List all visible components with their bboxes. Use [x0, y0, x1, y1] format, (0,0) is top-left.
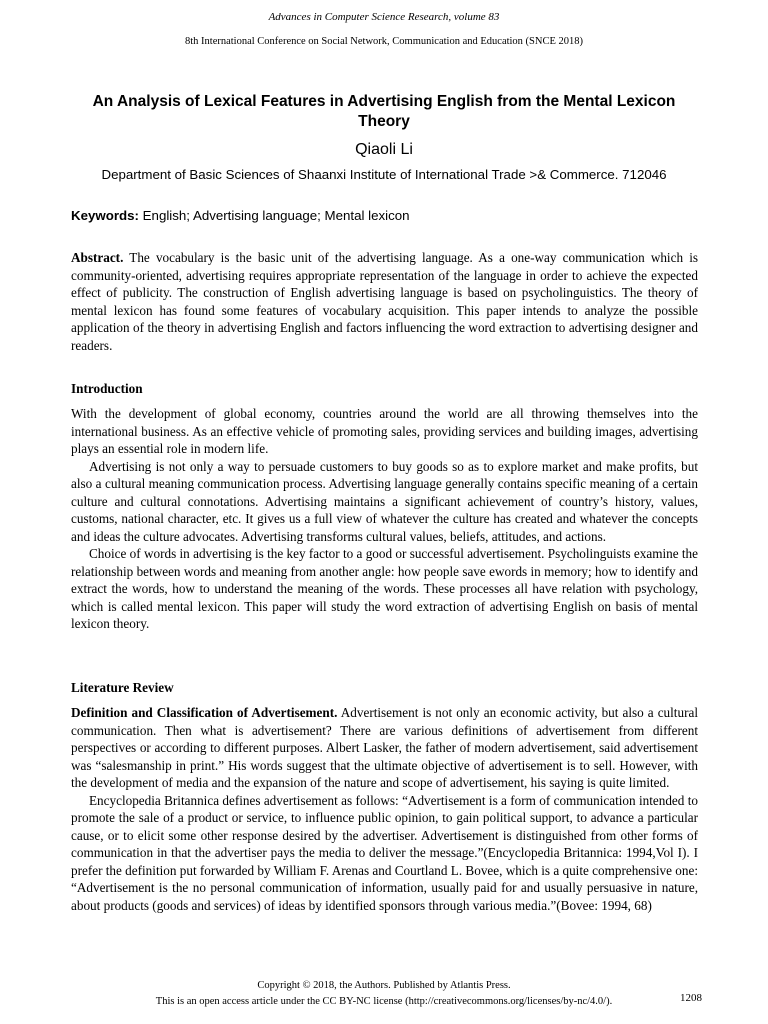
- author-name: Qiaoli Li: [355, 141, 413, 158]
- keywords-line: [71, 208, 699, 223]
- literature-paragraph-2: Encyclopedia Britannica defines advertisement as follows: “Advertisement is a form of communication intended to promote the sale of a product or service, to influence public opinion, to gain political support, to advance a particular cause, or to elicit some other response desired by the advertiser. Advertisement is distinguished from other forms of communication in that the advertiser pays the media to deliver the message.”(Encyclopedia Britannica: 1994,Vol I). I prefer the definition put forwarded by William F. Arenas and Courtland L. Bovee, which is a quite comprehensive one: “Advertisement is the no personal communication of information, usually paid for and usually persuasive in nature, about products (goods and services) of ideas by identified sponsors through various media.”(Bovee: 1994, 68): [71, 792, 698, 913]
- introduction-section: [71, 405, 698, 633]
- introduction-heading: Introduction: [71, 381, 143, 396]
- abstract-section: [71, 249, 698, 354]
- literature-paragraph-1: [71, 704, 698, 792]
- abstract-label: Abstract.: [71, 250, 124, 265]
- literature-paragraph-1-text: Advertisement is not only an economic activity, but also a cultural communication. Then what is advertisement? There are various definitions of advertisement from different perspectives or according to different purposes. Albert Lasker, the father of modern advertisement, said advertisement was “salesmanship in print.” His words suggest that the ultimate objective of advertisement is to sell. However, with the development of media and the expansion of the nature and scope of advertisement, his saying is quite limited.: [71, 705, 698, 790]
- author-affiliation: Department of Basic Sciences of Shaanxi Institute of International Trade >& Commerce. 712046: [101, 167, 667, 182]
- keywords-text: English; Advertising language; Mental lexicon: [138, 208, 410, 223]
- conference-header: 8th International Conference on Social Network, Communication and Education (SNCE 2018): [184, 36, 584, 47]
- abstract-paragraph: [71, 249, 698, 354]
- literature-review-section: [71, 704, 698, 914]
- definition-subheading: Definition and Classification of Advertisement.: [71, 705, 338, 720]
- license-notice: This is an open access article under the CC BY-NC license (http://creativecommons.org/licenses/by-nc/4.0/).: [155, 996, 613, 1007]
- journal-header: Advances in Computer Science Research, volume 83: [268, 11, 500, 23]
- page-number: 1208: [680, 992, 702, 1004]
- keywords-label: Keywords:: [71, 208, 139, 223]
- literature-review-heading: Literature Review: [71, 680, 174, 695]
- intro-paragraph-1: With the development of global economy, countries around the world are all throwing themselves into the international business. As an effective vehicle of promoting sales, providing services and building images, advertising plays an essential role in modern life.: [71, 406, 698, 456]
- copyright-notice: Copyright © 2018, the Authors. Published by Atlantis Press.: [257, 980, 511, 991]
- intro-paragraph-3: Choice of words in advertising is the key factor to a good or successful advertisement. Psycholinguists examine the relationship between words and meaning from another angle: how people save ewords in memory; how to identify and extract the words, how to understand the meaning of the words. These processes all have relation with psychology, which is called mental lexicon. This paper will study the word extraction of advertising English on basis of mental lexicon theory.: [71, 546, 698, 631]
- intro-paragraph-2: Advertising is not only a way to persuade customers to buy goods so as to explore market and make profits, but also a cultural meaning communication process. Advertising language generally contains specific meaning of a certain culture and cultural connotations. Advertising maintains a significant achievement of country’s history, values, customs, national character, etc. It gives us a full view of whatever the culture has created and whatever the concepts and ideas the culture advocates. Advertising transforms cultural values, beliefs, attitudes, and actions.: [71, 458, 698, 544]
- abstract-text: The vocabulary is the basic unit of the advertising language. As a one-way communication which is community-oriented, advertising requires appropriate representation of the language in order to achieve the expected effect of publicity. The construction of English advertising language is based on psycholinguistics. The theory of mental lexicon has found some features of vocabulary acquisition. This paper intends to analyze the possible application of the theory in advertising English and factors influencing the word extraction to advertising designer and readers.: [71, 250, 698, 353]
- paper-title: An Analysis of Lexical Features in Advertising English from the Mental Lexicon Theory: [92, 93, 676, 130]
